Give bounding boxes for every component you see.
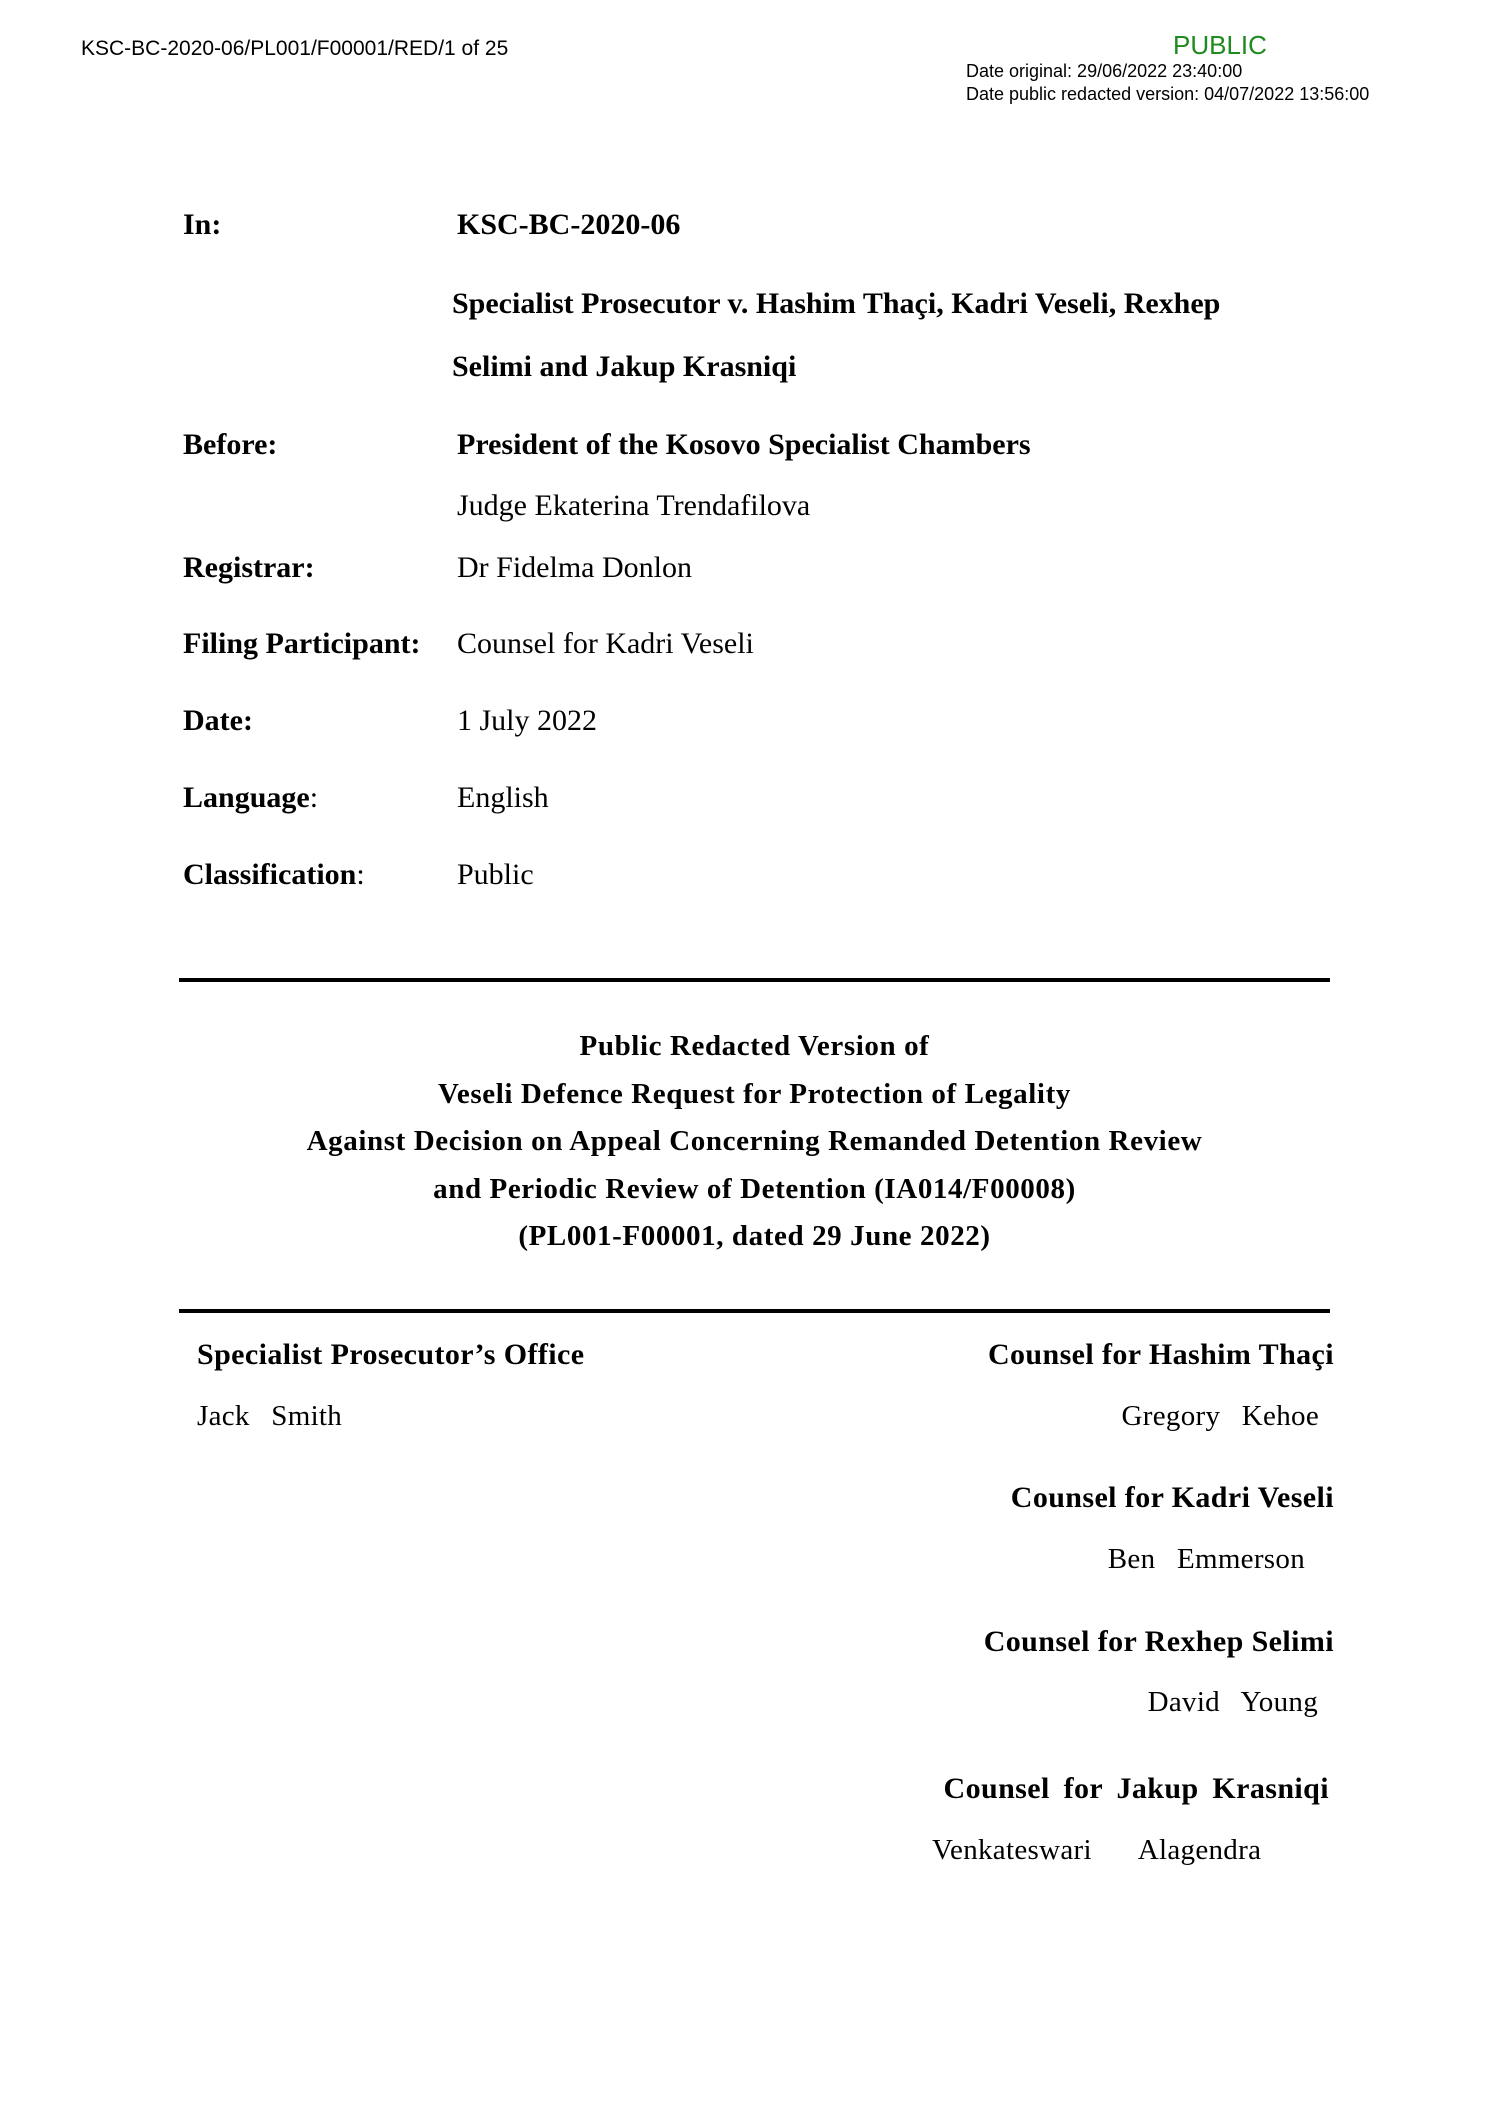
- registrar-value: Dr Fidelma Donlon: [457, 551, 692, 584]
- before-label: Before:: [183, 428, 278, 461]
- title-line-2: Veseli Defence Request for Protection of Legality: [438, 1077, 1071, 1110]
- language-colon: :: [309, 781, 319, 814]
- title-line-3: Against Decision on Appeal Concerning Remanded Detention Review: [306, 1125, 1203, 1157]
- filing-participant-label: Filing Participant:: [183, 627, 421, 660]
- document-reference: KSC-BC-2020-06/PL001/F00001/RED/1 of 25: [81, 37, 509, 60]
- document-title: [179, 1023, 1330, 1261]
- title-line-1: Public Redacted Version of: [579, 1030, 930, 1062]
- classification-value: Public: [457, 858, 534, 891]
- title-line-5: (PL001-F00001, dated 29 June 2022): [518, 1220, 991, 1252]
- before-value: President of the Kosovo Specialist Chambers: [457, 428, 1031, 461]
- language-value: English: [457, 781, 549, 814]
- date-value: 1 July 2022: [457, 704, 598, 737]
- divider-bottom: [179, 1309, 1330, 1313]
- counsel-krasniqi-name: Venkateswari Alagendra: [932, 1834, 1262, 1866]
- classification-stamp: PUBLIC: [1173, 30, 1267, 60]
- counsel-thaci-heading: Counsel for Hashim Thaçi: [987, 1338, 1334, 1371]
- registrar-label: Registrar:: [183, 551, 315, 584]
- prosecution-name: Jack Smith: [197, 1400, 343, 1432]
- counsel-selimi-name: David Young: [1147, 1686, 1318, 1718]
- date-label: Date:: [183, 704, 253, 737]
- filing-participant-value: Counsel for Kadri Veseli: [457, 627, 754, 660]
- prosecution-heading: Specialist Prosecutor’s Office: [197, 1338, 585, 1371]
- classification-label-text: Classification: [183, 858, 357, 891]
- divider-top: [179, 978, 1330, 982]
- case-title-line-2: Selimi and Jakup Krasniqi: [452, 350, 797, 383]
- in-label: In:: [183, 208, 222, 241]
- counsel-thaci-name: Gregory Kehoe: [1121, 1400, 1319, 1432]
- classification-label: [183, 858, 365, 892]
- counsel-selimi-heading: Counsel for Rexhep Selimi: [983, 1625, 1334, 1658]
- date-original: Date original: 29/06/2022 23:40:00: [966, 61, 1243, 81]
- case-number: KSC-BC-2020-06: [457, 208, 681, 241]
- language-label: [183, 781, 318, 815]
- counsel-veseli-name: Ben Emmerson: [1107, 1543, 1305, 1575]
- title-line-4: and Periodic Review of Detention (IA014/F00008): [433, 1172, 1076, 1205]
- counsel-krasniqi-heading: Counsel for Jakup Krasniqi: [943, 1772, 1329, 1805]
- date-public-redacted: Date public redacted version: 04/07/2022 13:56:00: [966, 84, 1370, 104]
- judge-name: Judge Ekaterina Trendafilova: [457, 489, 811, 522]
- case-title-line-1: Specialist Prosecutor v. Hashim Thaçi, Kadri Veseli, Rexhep: [452, 287, 1221, 320]
- counsel-veseli-heading: Counsel for Kadri Veseli: [1010, 1481, 1334, 1514]
- classification-colon: :: [356, 858, 365, 891]
- language-label-text: Language: [183, 781, 310, 814]
